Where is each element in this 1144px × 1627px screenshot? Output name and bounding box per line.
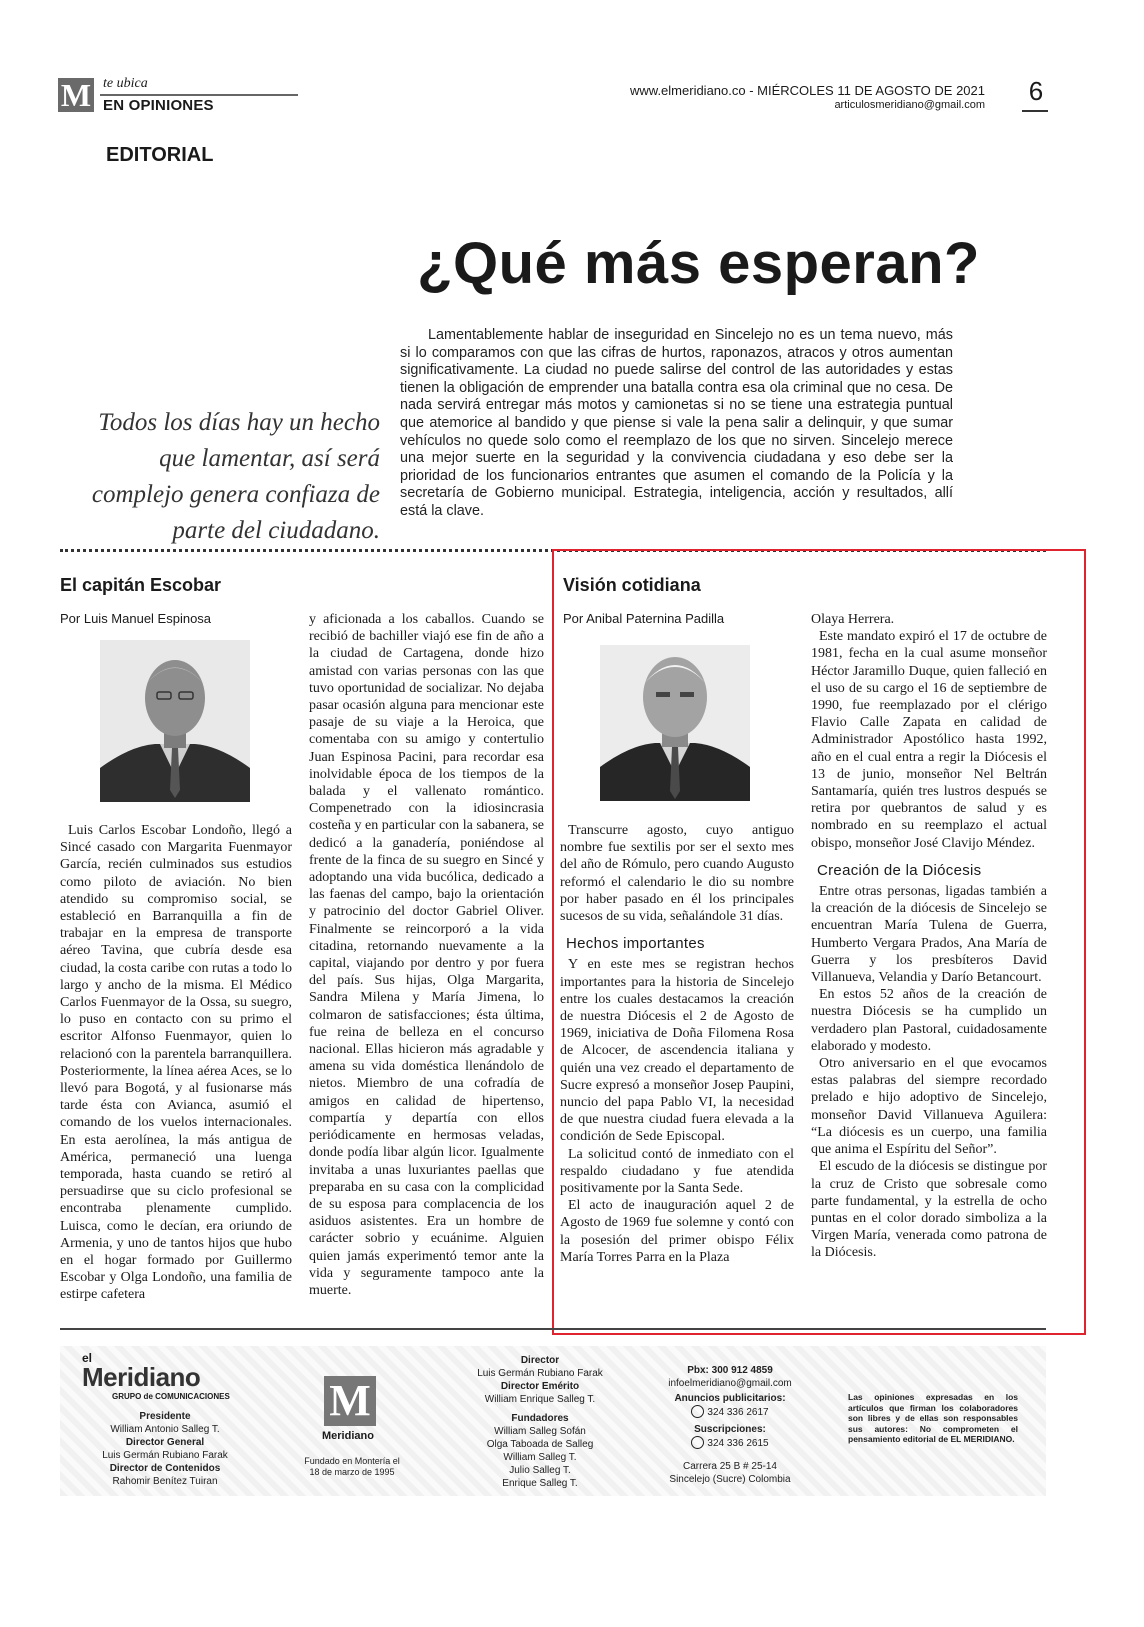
article2-column-1: [560, 822, 794, 1266]
footer-director-emerito-label: Director Emérito: [500, 1381, 580, 1392]
article2-col2-p5: Otro aniversario en el que evocamos estas palabras del siempre recordado prelado e hijo adoptivo de Sincelejo, monseñor David Villanueva Aguilera: “La diócesis es un cuerpo, una familia que anima el Espíritu del Señor”.: [811, 1056, 1047, 1158]
whatsapp-icon: [691, 1405, 704, 1418]
header-tagline: te ubica: [103, 76, 148, 91]
article2-col2-p4: En estos 52 años de la creación de nuestra Diócesis se ha cumplido un verdadero plan Pastoral, cuidadosamente elaborado y modesto.: [811, 987, 1047, 1054]
editorial-body: Lamentablemente hablar de inseguridad en Sincelejo no es un tema nuevo, más si lo comparamos con que las cifras de hurtos, raponazos, atracos y otros aumentan significativamente. La ciudad no puede salirse del control de las autoridades y estas tienen la obligación de emprender una batalla contra esa ola criminal que no cesa. De nada servirá entregar más motos y camionetas si no se tiene una estrategia puntual que atemorice al bandido y que piense si vale la pena salir a delinquir, y que sumar vehículos no quede solo como el reemplazo de los que no sirven. Sincelejo merece una mejor suerte en la seguridad y la convivencia ciudadana y eso debe ser la prioridad de los funcionarios entrantes que asumen el comando de la Policía y la secretaría de Gobierno municipal. Estrategia, inteligencia, acción y resultados, allí está la clave.: [400, 327, 953, 519]
footer-director-label: Director: [520, 1355, 560, 1366]
footer-address-2: Sincelejo (Sucre) Colombia: [669, 1474, 791, 1485]
footer-logo-name: Meridiano: [322, 1430, 374, 1442]
footer-director: Luis Germán Rubiano Farak: [477, 1368, 603, 1379]
article1-author-photo: [100, 640, 250, 802]
article2-col1-p4: El acto de inauguración aquel 2 de Agosto de 1969 fue solemne y contó con la posesión del primer obispo Félix María Torres Parra en la Plaza: [560, 1198, 794, 1265]
header-rule: [100, 94, 298, 96]
footer-brand-name: Meridiano: [82, 1362, 201, 1392]
article2-subhead-2: Creación de la Diócesis: [817, 861, 982, 879]
article2-col2-p2: Este mandato expiró el 17 de octubre de 1981, fecha en la cual asume monseñor Héctor Jaramillo Duque, quien falleció en el uso de su cargo el 16 de septiembre de 1990, fue reemplazado por el clérigo Flavio Calle Zapata en calidad de Administrador Apostólico hasta 1992, año en el cual entra a regir la Diócesis el 13 de junio, monseñor Nel Beltrán Santamaría, quién tres lustros después se retira por quebrantos de salud y es nombrado en su reemplazo el actual obispo, monseñor José Clavijo Méndez.: [811, 629, 1047, 851]
article1-title: El capitán Escobar: [60, 575, 222, 595]
footer-presidente: William Antonio Salleg T.: [110, 1424, 220, 1435]
footer-fundador-1: William Salleg Sofán: [494, 1426, 586, 1437]
footer-logo-mark: M: [324, 1376, 376, 1426]
page-number-underline: [1022, 110, 1048, 112]
footer-address-1: Carrera 25 B # 25-14: [683, 1461, 777, 1472]
footer-suscripciones-phone: 324 336 2615: [707, 1438, 769, 1449]
editorial-label: EDITORIAL: [106, 144, 214, 166]
footer-staff-left: [70, 1410, 260, 1488]
footer-disclaimer: Las opiniones expresadas en los artículos que firman los colaboradores son libres y de ellas son responsables sus autores: No comprometen el pensamiento editorial de EL MERIDIANO.: [848, 1392, 1018, 1444]
footer-pbx: Pbx: 300 912 4859: [687, 1365, 773, 1376]
header-website-date: www.elmeridiano.co - MIÉRCOLES 11 DE AGOSTO DE 2021: [630, 83, 985, 98]
editorial-pull-quote: Todos los días hay un hecho que lamentar, así será complejo genera confiaza de parte del ciudadano.: [91, 409, 380, 544]
bottom-rule: [60, 1328, 1046, 1330]
article2-col2-p1: Olaya Herrera.: [811, 612, 895, 627]
footer-email: infoelmeridiano@gmail.com: [668, 1378, 792, 1389]
masthead-logo: M: [58, 78, 94, 112]
article2-col1-p3: La solicitud contó de inmediato con el respaldo ciudadano y fue atendida positivamente por la Santa Sede.: [560, 1146, 794, 1197]
whatsapp-icon: [691, 1436, 704, 1449]
page-number: 6: [1028, 76, 1044, 106]
footer-contact: [650, 1364, 810, 1486]
article1-column-1: [60, 822, 292, 1304]
article2-col1-p2: Y en este mes se registran hechos importantes para la historia de Sincelejo entre los cuales destacamos la creación de nuestra Diócesis el 2 de Agosto de 1969, iniciativa de Doña Filomena Rosa de Alcocer, de ascendencia italiana y quién una vez creado el departamento de Sucre expresó a monseñor Josep Paupini, nuncio del papa Pablo VI, la necesidad de que nuestra ciudad fuera elevada a la condición de Sede Episcopal.: [560, 957, 794, 1145]
article1-column-2: [309, 611, 544, 1299]
footer-director-general-label: Director General: [125, 1437, 205, 1448]
footer-director-general: Luis Germán Rubiano Farak: [102, 1450, 228, 1461]
article2-author-photo: [600, 645, 750, 801]
article2-column-2: [811, 611, 1047, 1262]
article1-col1-text: Luis Carlos Escobar Londoño, llegó a Sincé casado con Margarita Fuenmayor García, recién culminados sus estudios como piloto de aviación. No bien atendido su compromiso social, se estableció en Barranquilla a fin de trabajar en la empresa de transporte aéreo Tavina, que cubría desde esa ciudad, la costa caribe con rutas a todo lo largo y ancho de la misma. El Médico Carlos Fuenmayor de la Ossa, su suegro, lo puso en contacto con su primo el escritor Alfonso Fuenmayor, quien lo relacionó con la parentela barranquillera. Posteriormente, la línea aérea Aces, se lo llevó para Bogotá, y al fusionarse más tarde ésta con Avianca, asumió el comando de los vuelos internacionales. En esta aerolínea, la más antigua de América, permaneció una luenga temporada, hasta cuando se retiró al persuadirse que su ciclo profesional se encontraba plenamente cumplido. Luisca, como le decían, era oriundo de Armenia, y uno de tantos hijos que hubo en el hogar formado por Guillermo Escobar y Olga Londoño, una familia de estirpe cafetera: [60, 823, 292, 1303]
footer-director-emerito: William Enrique Salleg T.: [484, 1394, 596, 1405]
footer-fundado: Fundado en Montería el 18 de marzo de 1995: [304, 1456, 400, 1477]
article1-byline: Por Luis Manuel Espinosa: [60, 611, 212, 626]
footer-director-contenidos: Rahomir Benítez Tuiran: [112, 1476, 218, 1487]
footer-fundador-3: William Salleg T.: [503, 1452, 577, 1463]
article2-byline: Por Anibal Paternina Padilla: [563, 611, 725, 626]
article2-col2-p6: El escudo de la diócesis se distingue por la cruz de Cristo que sobresale como parte fundamental, y la estrella de ocho puntas en el color dorado simboliza a la Virgen María, venerada como patrona de la Diócesis.: [811, 1159, 1047, 1261]
footer-anuncios-phone: 324 336 2617: [707, 1407, 769, 1418]
article1-col2-text: y aficionada a los caballos. Cuando se recibió de bachiller viajó ese fin de año a la ciudad de Cartagena, donde hizo amistad con varias personas con las que tuvo oportunidad de socializar. No dejaba pasar ocasión alguna para mencionar este pasaje de su viaje a la Heroica, que comentaba con su amigo y contertulio Juan Espinosa Pacini, para recordar esa inolvidable época de los tiempos de la balada y el vallenato romántico. Compenetrado con la idiosincrasia costeña y en particular con la sabanera, se dedicó a la ganadería, poniéndose al frente de la finca de su suegro en Sincé y adoptando una vida bucólica, dedicado a las faenas del campo, bajo la orientación y patrocinio del doctor Gabriel Oliver. Finalmente se reincorporó a la vida citadina, retornando nuevamente a la capital, viajando por dentro y por fuera del país. Sus hijas, Olga Margarita, Sandra Milena y María Jimena, lo colmaron de satisfacciones; ésta última, fue reina de belleza en el concurso nacional. Ellas hicieron más agradable y amena su vida doméstica llenándolo de nietos. Miembro de una cofradía de amigos en calidad de hipertenso, compartía y departía con ellos periódicamente en hermosas veladas, donde podía libar algún licor. Igualmente invitaba a unas luxuriantes paellas que preparaba en su casa con la complicidad de su esposa para complacencia de los asiduos asistentes. Era un hombre de carácter sobrio y ecuánime. Alguien quien jamás experimentó temor ante la vida y seguramente tampoco ante la muerte.: [309, 612, 544, 1298]
footer-suscripciones-label: Suscripciones:: [694, 1424, 766, 1435]
footer-brand-el: el: [82, 1351, 93, 1365]
footer-fundadores-label: Fundadores: [511, 1413, 569, 1424]
footer-fundador-4: Julio Salleg T.: [509, 1465, 571, 1476]
footer-presidente-label: Presidente: [139, 1411, 191, 1422]
article2-subhead-1: Hechos importantes: [566, 935, 705, 953]
footer-brand-group: GRUPO de COMUNICACIONES: [112, 1392, 230, 1401]
header-email: articulosmeridiano@gmail.com: [834, 99, 985, 111]
footer-anuncios-label: Anuncios publicitarios:: [674, 1393, 786, 1404]
article2-col2-p3: Entre otras personas, ligadas también a la creación de la diócesis de Sincelejo se encuentran María Tulena de Guerra, Humberto Vergara Prados, Ana María de Guerra y los presbíteros David Villanueva, Velandia y Darío Betancourt.: [811, 884, 1047, 986]
footer-staff-center: [450, 1354, 630, 1490]
footer-director-contenidos-label: Director de Contenidos: [109, 1463, 221, 1474]
article2-title: Visión cotidiana: [563, 575, 701, 595]
editorial-title: ¿Qué más esperan?: [417, 231, 980, 296]
article2-col1-p1: Transcurre agosto, cuyo antiguo nombre fue sextilis por ser el sexto mes del año de Rómulo, pero cuando Augusto reformó el calendario le dio su nombre por haber pasado en él los principales sucesos de su vida, señalándole 31 días.: [560, 823, 794, 925]
footer-fundador-2: Olga Taboada de Salleg: [486, 1439, 594, 1450]
footer-fundador-5: Enrique Salleg T.: [502, 1478, 578, 1489]
header-section: EN OPINIONES: [103, 97, 214, 114]
